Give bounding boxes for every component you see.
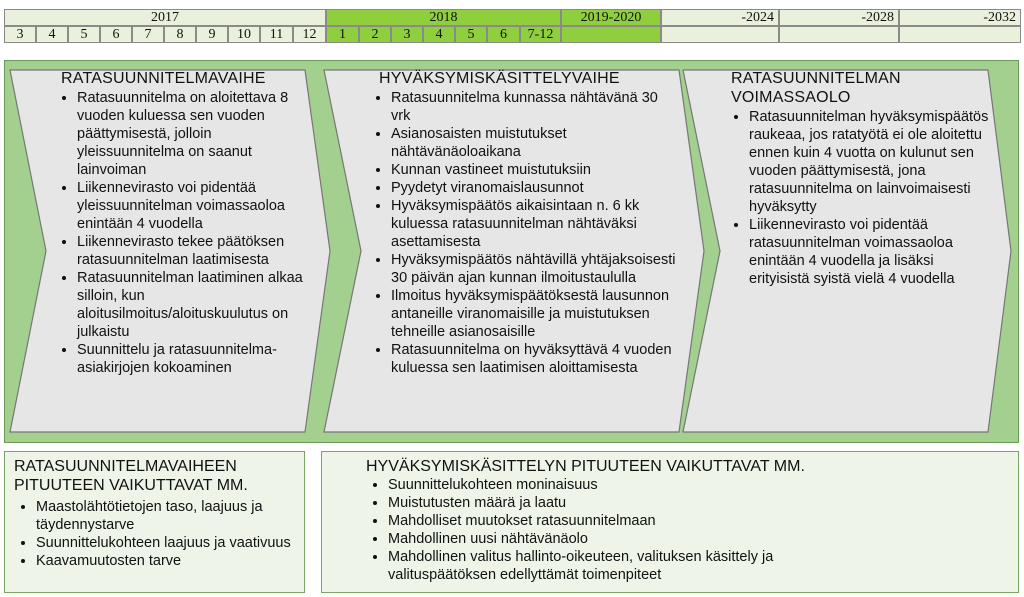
- month-cell: 7: [132, 26, 164, 43]
- month-cell: 6: [100, 26, 132, 43]
- phase-1-content: [53, 69, 321, 377]
- list-item: • Ratasuunnitelma on hyväksyttävä 4 vuoden kuluessa sen laatimisen aloittamisesta: [391, 341, 681, 377]
- month-cell: [779, 26, 899, 43]
- year-2019-2020: 2019-2020: [561, 9, 661, 26]
- year-2032: -2032: [899, 9, 1021, 26]
- factors-list: [366, 476, 848, 584]
- year-2017: 2017: [4, 9, 326, 26]
- factors-list: [14, 498, 294, 570]
- year-2024: -2024: [661, 9, 779, 26]
- month-cell: [899, 26, 1021, 43]
- list-item: • Muistutusten määrä ja laatu: [388, 494, 848, 512]
- month-cell: [561, 26, 661, 43]
- month-cell: 6: [487, 26, 520, 43]
- month-cell: [661, 26, 779, 43]
- list-item: • Ilmoitus hyväksymispäätöksestä lausunnon antaneille viranomaisille ja muistutuksen tehneille asianosaisille: [391, 287, 681, 341]
- factors-box-2: [321, 451, 1019, 593]
- factors-title: HYVÄKSYMISKÄSITTELYN PITUUTEEN VAIKUTTAVAT MM.: [366, 458, 805, 475]
- list-item: • Pyydetyt viranomaislausunnot: [391, 179, 681, 197]
- year-2018: 2018: [326, 9, 561, 26]
- phase-band: [4, 60, 1019, 443]
- phase-3-content: [725, 69, 995, 288]
- phase-list: [53, 89, 321, 377]
- list-item: • Hyväksymispäätös nähtävillä yhtäjaksoisesti 30 päivän ajan kunnan ilmoitustaululla: [391, 251, 681, 287]
- list-item: • Mahdollinen uusi nähtävänäolo: [388, 530, 848, 548]
- list-item: • Maastolähtötietojen taso, laajuus ja täydennystarve: [36, 498, 294, 534]
- phase-2-content: [367, 69, 681, 377]
- list-item: • Liikennevirasto voi pidentää ratasuunnitelman voimassaoloa enintään 4 vuodella ja lisäksi erityisistä syistä vielä 4 vuodella: [749, 216, 995, 288]
- list-item: • Ratasuunnitelman laatiminen alkaa silloin, kun aloitusilmoitus/aloituskuulutus on julkaistu: [77, 269, 321, 341]
- list-item: • Kaavamuutosten tarve: [36, 552, 294, 570]
- list-item: • Hyväksymispäätös aikaisintaan n. 6 kk kuluessa ratasuunnitelman nähtäväksi asettamisesta: [391, 197, 681, 251]
- phase-title: RATASUUNNITELMAN VOIMASSAOLO: [731, 70, 901, 106]
- list-item: • Mahdolliset muutokset ratasuunnitelmaan: [388, 512, 848, 530]
- year-2028: -2028: [779, 9, 899, 26]
- phase-title: RATASUUNNITELMAVAIHE: [61, 70, 266, 87]
- phase-list: [725, 108, 995, 288]
- list-item: • Ratasuunnitelma kunnassa nähtävänä 30 vrk: [391, 89, 681, 125]
- month-cell: 8: [164, 26, 196, 43]
- timeline: [4, 9, 1021, 43]
- list-item: • Kunnan vastineet muistutuksiin: [391, 161, 681, 179]
- list-item: • Liikennevirasto voi pidentää yleissuunnitelman voimassaoloa enintään 4 vuodella: [77, 179, 321, 233]
- factors-box-1: [4, 451, 305, 593]
- list-item: • Ratasuunnitelman hyväksymispäätös raukeaa, jos ratatyötä ei ole aloitettu ennen kuin 4 vuotta on kulunut sen vuoden päättymisestä, jona ratasuunnitelma on lainvoimaisesti hyväksytty: [749, 108, 995, 216]
- month-cell: 3: [4, 26, 36, 43]
- factors-title: RATASUUNNITELMAVAIHEEN PITUUTEEN VAIKUTTAVAT MM.: [14, 458, 248, 494]
- month-cell: 3: [391, 26, 423, 43]
- list-item: • Suunnittelukohteen moninaisuus: [388, 476, 848, 494]
- list-item: • Ratasuunnitelma on aloitettava 8 vuoden kuluessa sen vuoden päättymisestä, jolloin yleissuunnitelma on saanut lainvoiman: [77, 89, 321, 179]
- month-cell: 12: [293, 26, 326, 43]
- month-cell: 10: [228, 26, 260, 43]
- list-item: • Mahdollinen valitus hallinto-oikeuteen, valituksen käsittely ja valituspäätöksen edellyttämät toimenpiteet: [388, 548, 848, 584]
- list-item: • Asianosaisten muistutukset nähtävänäoloaikana: [391, 125, 681, 161]
- month-cell: 11: [260, 26, 293, 43]
- month-cell: 5: [455, 26, 487, 43]
- month-cell: 2: [359, 26, 391, 43]
- list-item: • Liikennevirasto tekee päätöksen ratasuunnitelman laatimisesta: [77, 233, 321, 269]
- month-cell: 7-12: [520, 26, 561, 43]
- list-item: • Suunnittelukohteen laajuus ja vaativuus: [36, 534, 294, 552]
- month-cell: 1: [326, 26, 359, 43]
- month-cell: 4: [36, 26, 68, 43]
- phase-title: HYVÄKSYMISKÄSITTELYVAIHE: [379, 70, 620, 87]
- list-item: • Suunnittelu ja ratasuunnitelma-asiakirjojen kokoaminen: [77, 341, 321, 377]
- month-cell: 5: [68, 26, 100, 43]
- phase-list: [367, 89, 681, 377]
- month-cell: 9: [196, 26, 228, 43]
- month-cell: 4: [423, 26, 455, 43]
